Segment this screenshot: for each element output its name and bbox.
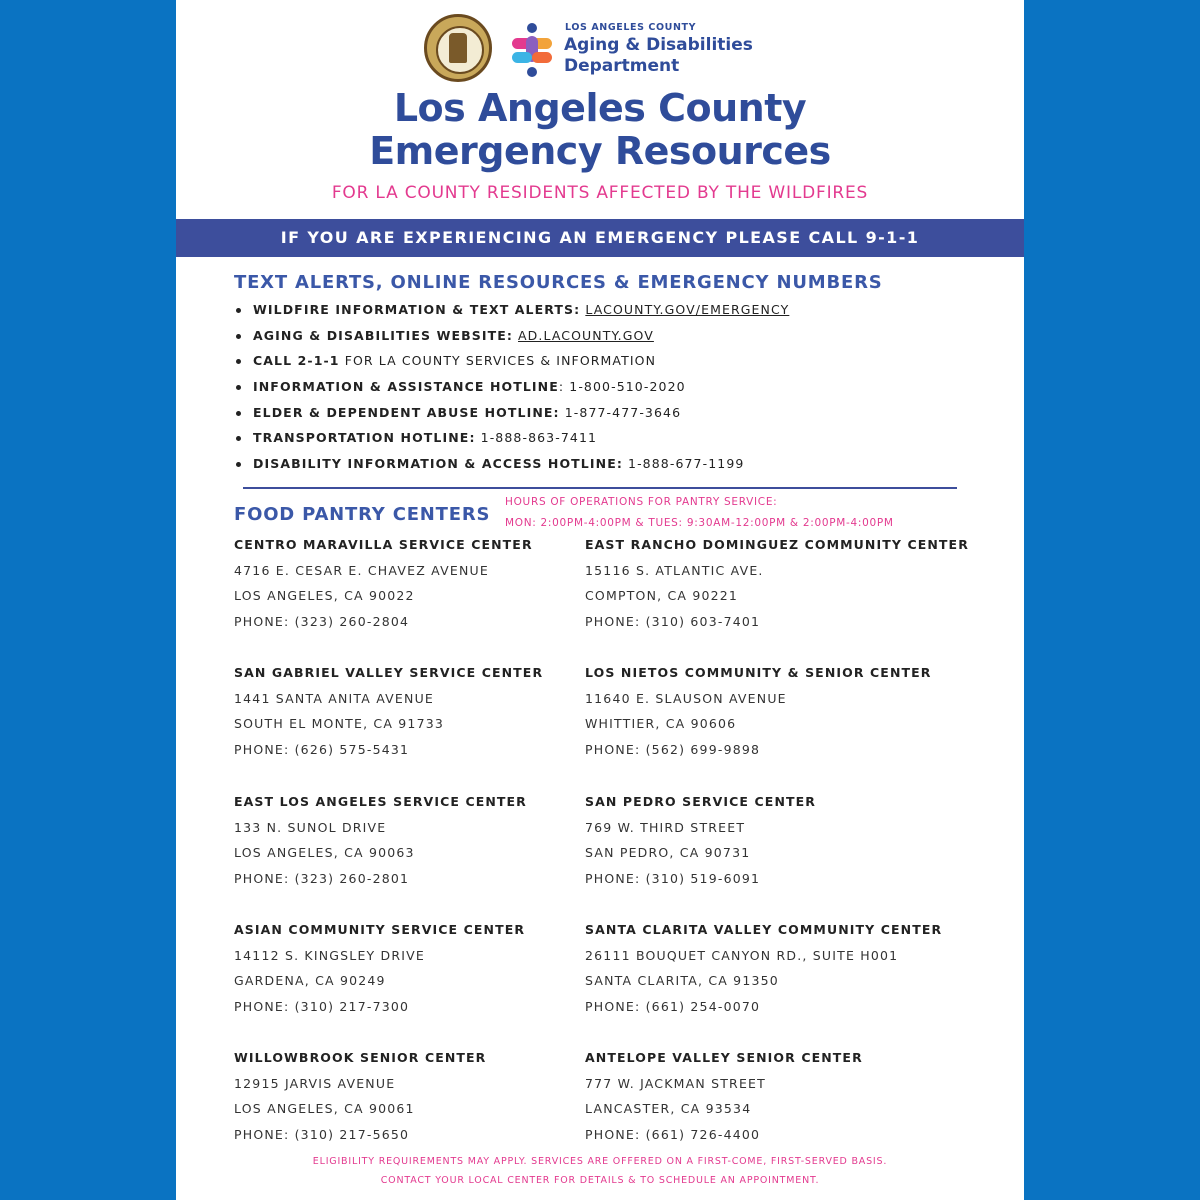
alerts-list [234, 302, 994, 482]
alert-value: 1-888-863-7411 [480, 430, 598, 446]
website-link[interactable]: AD.LACOUNTY.GOV [518, 327, 654, 343]
center-name: SAN GABRIEL VALLEY SERVICE CENTER [234, 665, 544, 680]
center-phone: PHONE: (310) 217-7300 [234, 999, 410, 1015]
alert-item [234, 302, 994, 328]
center-city: GARDENA, CA 90249 [234, 973, 386, 989]
center-address: 133 N. SUNOL DRIVE [234, 819, 387, 835]
center-phone: PHONE: (310) 603-7401 [585, 614, 761, 630]
center-phone: PHONE: (661) 726-4400 [585, 1127, 761, 1143]
alert-item [234, 353, 994, 379]
alert-value: : 1-800-510-2020 [558, 379, 686, 395]
center-phone: PHONE: (323) 260-2804 [234, 614, 410, 630]
center-name: CENTRO MARAVILLA SERVICE CENTER [234, 537, 533, 552]
center-phone: PHONE: (310) 217-5650 [234, 1127, 410, 1143]
center-city: LOS ANGELES, CA 90063 [234, 845, 415, 861]
center-name: ASIAN COMMUNITY SERVICE CENTER [234, 922, 526, 937]
center-name: LOS NIETOS COMMUNITY & SENIOR CENTER [585, 665, 932, 680]
alert-label: CALL 2-1-1 [253, 353, 340, 369]
center-phone: PHONE: (310) 519-6091 [585, 871, 761, 887]
center-city: SANTA CLARITA, CA 91350 [585, 973, 779, 989]
alert-item [234, 379, 994, 405]
center-address: 11640 E. SLAUSON AVENUE [585, 690, 787, 706]
center-address: 4716 E. CESAR E. CHAVEZ AVENUE [234, 562, 489, 578]
center-phone: PHONE: (626) 575-5431 [234, 742, 410, 758]
header-logos [176, 14, 1024, 84]
alert-value: 1-877-477-3646 [564, 404, 682, 420]
center-city: LOS ANGELES, CA 90061 [234, 1101, 415, 1117]
center-city: COMPTON, CA 90221 [585, 588, 739, 604]
pantry-section-title: FOOD PANTRY CENTERS [234, 504, 491, 525]
alert-label: AGING & DISABILITIES WEBSITE: [253, 327, 513, 343]
center-city: LANCASTER, CA 93534 [585, 1101, 752, 1117]
center-city: WHITTIER, CA 90606 [585, 716, 737, 732]
center-address: 1441 SANTA ANITA AVENUE [234, 690, 435, 706]
emergency-link[interactable]: LACOUNTY.GOV/EMERGENCY [585, 302, 790, 317]
emergency-banner: IF YOU ARE EXPERIENCING AN EMERGENCY PLEASE CALL 9-1-1 [176, 219, 1024, 257]
center-city: LOS ANGELES, CA 90022 [234, 588, 415, 604]
center-name: EAST RANCHO DOMINGUEZ COMMUNITY CENTER [585, 537, 969, 552]
center-card [234, 665, 604, 768]
alerts-section-title: TEXT ALERTS, ONLINE RESOURCES & EMERGENCY NUMBERS [234, 272, 883, 293]
center-name: ANTELOPE VALLEY SENIOR CENTER [585, 1050, 863, 1065]
center-card [234, 794, 604, 897]
center-card [234, 1050, 604, 1153]
center-city: SAN PEDRO, CA 90731 [585, 845, 751, 861]
county-seal-icon [424, 14, 492, 82]
pantry-hours-label: HOURS OF OPERATIONS FOR PANTRY SERVICE: [505, 496, 778, 508]
center-card [585, 1050, 955, 1153]
center-card [585, 794, 955, 897]
center-address: 12915 JARVIS AVENUE [234, 1075, 396, 1091]
center-name: SANTA CLARITA VALLEY COMMUNITY CENTER [585, 922, 943, 937]
center-address: 777 W. JACKMAN STREET [585, 1075, 766, 1091]
center-card [585, 922, 955, 1025]
center-name: EAST LOS ANGELES SERVICE CENTER [234, 794, 527, 809]
alert-item [234, 430, 994, 456]
footer-eligibility: ELIGIBILITY REQUIREMENTS MAY APPLY. SERVICES ARE OFFERED ON A FIRST-COME, FIRST-SERVED BASIS. [312, 1156, 888, 1167]
center-phone: PHONE: (562) 699-9898 [585, 742, 761, 758]
center-address: 14112 S. KINGSLEY DRIVE [234, 947, 425, 963]
alert-label: ELDER & DEPENDENT ABUSE HOTLINE: [253, 404, 560, 420]
alert-item [234, 405, 994, 431]
alert-value: FOR LA COUNTY SERVICES & INFORMATION [344, 353, 657, 369]
center-address: 15116 S. ATLANTIC AVE. [585, 562, 764, 578]
alert-item [234, 456, 994, 482]
dept-name-line1: Aging & Disabilities [564, 35, 753, 55]
dept-county-label: LOS ANGELES COUNTY [565, 22, 697, 33]
alert-label: TRANSPORTATION HOTLINE: [253, 430, 476, 446]
alert-label: DISABILITY INFORMATION & ACCESS HOTLINE: [253, 456, 623, 472]
center-card [234, 537, 604, 640]
page-subtitle: FOR LA COUNTY RESIDENTS AFFECTED BY THE WILDFIRES [331, 183, 869, 203]
center-card [585, 665, 955, 768]
center-address: 26111 BOUQUET CANYON RD., SUITE H001 [585, 947, 899, 963]
center-name: SAN PEDRO SERVICE CENTER [585, 794, 816, 809]
page-title-line1: Los Angeles County [393, 86, 807, 130]
alert-value: 1-888-677-1199 [628, 456, 745, 472]
flyer-sheet [176, 0, 1024, 1200]
center-city: SOUTH EL MONTE, CA 91733 [234, 716, 445, 732]
pantry-hours-schedule: MON: 2:00PM-4:00PM & TUES: 9:30AM-12:00PM & 2:00PM-4:00PM [505, 517, 894, 529]
center-phone: PHONE: (323) 260-2801 [234, 871, 410, 887]
center-address: 769 W. THIRD STREET [585, 819, 746, 835]
page-title-line2: Emergency Resources [369, 129, 831, 173]
alert-label: WILDFIRE INFORMATION & TEXT ALERTS: [253, 302, 581, 317]
alert-item [234, 328, 994, 354]
section-divider [243, 487, 957, 489]
footer-contact: CONTACT YOUR LOCAL CENTER FOR DETAILS & TO SCHEDULE AN APPOINTMENT. [380, 1175, 820, 1186]
center-phone: PHONE: (661) 254-0070 [585, 999, 761, 1015]
center-card [234, 922, 604, 1025]
center-card [585, 537, 969, 640]
dept-name-line2: Department [564, 56, 680, 76]
alert-label: INFORMATION & ASSISTANCE HOTLINE [253, 379, 559, 395]
center-name: WILLOWBROOK SENIOR CENTER [234, 1050, 487, 1065]
aging-disabilities-logo-icon [506, 22, 558, 78]
